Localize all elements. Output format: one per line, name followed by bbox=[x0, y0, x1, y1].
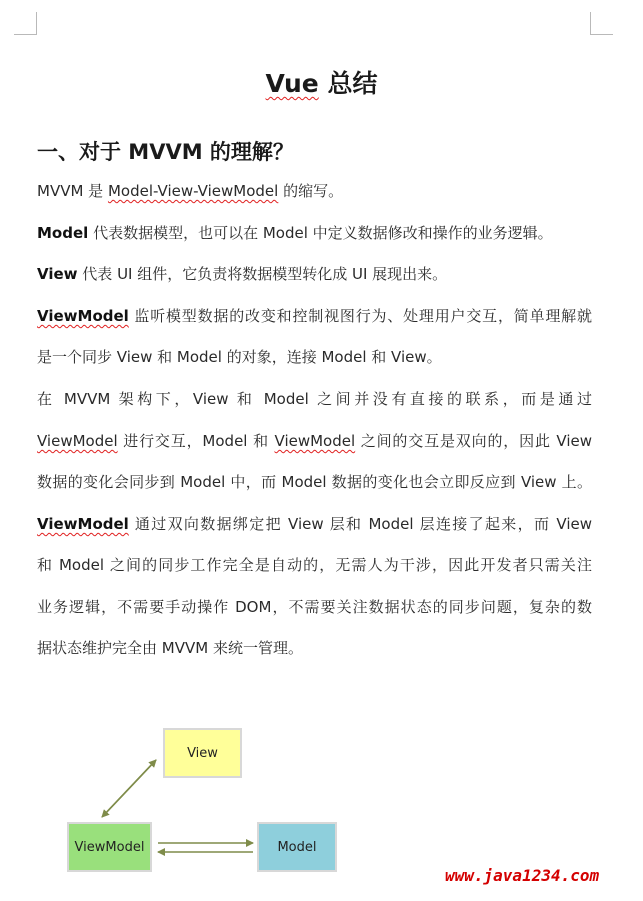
paragraph-binding-line3: 业务逻辑，不需要手动操作 DOM，不需要关注数据状态的同步问题，复杂的数 bbox=[37, 598, 592, 616]
paragraph-mvvm-definition: MVVM 是 Model-View-ViewModel 的缩写。 bbox=[37, 182, 344, 200]
term-viewmodel-2: ViewModel bbox=[37, 515, 129, 533]
title-word: Vue bbox=[265, 69, 319, 98]
paragraph-viewmodel-line2: 是一个同步 View 和 Model 的对象，连接 Model 和 View。 bbox=[37, 348, 442, 366]
term-viewmodel: ViewModel bbox=[37, 307, 129, 325]
diagram-viewmodel-box: ViewModel bbox=[67, 822, 152, 872]
diagram-view-box: View bbox=[163, 728, 242, 778]
paragraph-viewmodel-line1: ViewModel 监听模型数据的改变和控制视图行为、处理用户交互，简单理解就 bbox=[37, 307, 592, 325]
term-model: Model bbox=[37, 224, 89, 242]
paragraph-architecture-line2: ViewModel 进行交互，Model 和 ViewModel 之间的交互是双向的，因此 View bbox=[37, 432, 592, 450]
term-view: View bbox=[37, 265, 78, 283]
paragraph-model: Model 代表数据模型，也可以在 Model 中定义数据修改和操作的业务逻辑。 bbox=[37, 224, 553, 242]
crop-mark-top-left bbox=[14, 12, 37, 35]
paragraph-binding-line2: 和 Model 之间的同步工作完全是自动的，无需人为干涉，因此开发者只需关注 bbox=[37, 556, 592, 574]
watermark: www.java1234.com bbox=[445, 866, 600, 885]
arrow-viewmodel-to-view bbox=[104, 760, 156, 815]
diagram-model-box: Model bbox=[257, 822, 337, 872]
title-rest: 总结 bbox=[318, 69, 378, 98]
mvvm-expansion: Model-View-ViewModel bbox=[107, 182, 279, 200]
arrow-view-to-viewmodel bbox=[102, 760, 156, 817]
document-title bbox=[0, 64, 643, 100]
paragraph-architecture-line3: 数据的变化会同步到 Model 中，而 Model 数据的变化也会立即反应到 View 上。 bbox=[37, 473, 592, 491]
paragraph-view: View 代表 UI 组件，它负责将数据模型转化成 UI 展现出来。 bbox=[37, 265, 448, 283]
paragraph-architecture-line1: 在 MVVM 架构下，View 和 Model 之间并没有直接的联系，而是通过 bbox=[37, 390, 592, 408]
paragraph-binding-line4: 据状态维护完全由 MVVM 来统一管理。 bbox=[37, 639, 303, 657]
crop-mark-top-right bbox=[590, 12, 613, 35]
paragraph-binding-line1: ViewModel 通过双向数据绑定把 View 层和 Model 层连接了起来，而 View bbox=[37, 515, 592, 533]
section-heading: 一、对于 MVVM 的理解？ bbox=[37, 140, 294, 164]
